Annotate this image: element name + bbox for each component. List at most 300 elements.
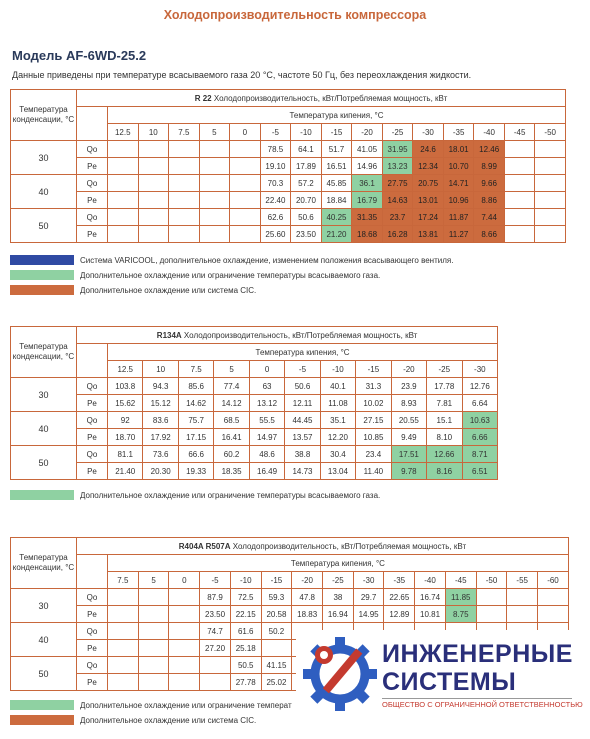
value-cell: 9.66 [474,175,505,192]
value-cell: 11.85 [445,589,476,606]
value-cell: 68.5 [214,412,249,429]
value-cell [169,589,200,606]
row-label: Pe [77,192,108,209]
row-label: Pe [77,674,108,691]
value-cell: 77.4 [214,378,249,395]
row-label: Qo [77,175,108,192]
condensing-temp: 40 [11,412,77,446]
value-cell [504,192,535,209]
value-cell: 25.02 [261,674,292,691]
value-cell [108,606,139,623]
table-row [11,141,566,158]
value-cell: 6.51 [462,463,498,480]
table-row [11,429,498,446]
legend-item [10,699,292,711]
refrigerant-name: R 22 [194,93,212,103]
boiling-temp: -15 [356,361,391,378]
logo-divider [382,698,572,699]
value-cell: 18.83 [292,606,323,623]
value-cell: 23.7 [382,209,413,226]
value-cell [535,226,566,243]
value-cell: 8.75 [445,606,476,623]
boiling-temp: -60 [538,572,569,589]
value-cell: 72.5 [230,589,261,606]
boiling-temp: -15 [261,572,292,589]
value-cell: 18.70 [108,429,143,446]
value-cell [138,175,169,192]
value-cell: 64.1 [291,141,322,158]
value-cell: 13.23 [382,158,413,175]
boiling-temp: 5 [214,361,249,378]
boiling-temp: 12.5 [108,124,139,141]
value-cell: 25.60 [260,226,291,243]
r22-table [10,89,566,243]
table-title [77,90,566,107]
boiling-temp: -30 [413,124,444,141]
value-cell [138,158,169,175]
value-cell: 59.3 [261,589,292,606]
value-cell: 16.79 [352,192,383,209]
logo-line-2: СИСТЕМЫ [382,668,517,696]
value-cell [476,589,507,606]
value-cell [199,192,230,209]
value-cell: 35.1 [320,412,355,429]
value-cell: 36.1 [352,175,383,192]
value-cell: 17.89 [291,158,322,175]
condensing-temp-header: Температура конденсации, °С [11,90,77,141]
value-cell: 17.15 [178,429,213,446]
value-cell [169,158,200,175]
row-label: Pe [77,463,108,480]
value-cell [108,175,139,192]
boiling-temp: -15 [321,124,352,141]
row-label: Qo [77,657,108,674]
value-cell: 10.96 [443,192,474,209]
value-cell [504,175,535,192]
boiling-temp: 10 [138,124,169,141]
row-label: Qo [77,141,108,158]
value-cell: 12.11 [285,395,320,412]
refrigerant-name: R404A R507A [178,541,231,551]
legend-item [10,714,292,726]
boiling-temp: 7.5 [178,361,213,378]
boiling-temp: 12.5 [108,361,143,378]
table-row [11,226,566,243]
value-cell [504,209,535,226]
table-row [11,192,566,209]
value-cell [230,209,261,226]
value-cell: 6.64 [462,395,498,412]
value-cell: 12.46 [474,141,505,158]
legend-item [10,489,380,501]
value-cell [200,674,231,691]
value-cell: 51.7 [321,141,352,158]
value-cell: 23.9 [391,378,426,395]
value-cell: 41.05 [352,141,383,158]
value-cell: 11.08 [320,395,355,412]
value-cell: 48.6 [249,446,284,463]
value-cell: 8.66 [474,226,505,243]
row-label: Qo [77,589,108,606]
value-cell: 22.15 [230,606,261,623]
value-cell [138,192,169,209]
value-cell: 22.40 [260,192,291,209]
value-cell: 92 [108,412,143,429]
value-cell: 50.2 [261,623,292,640]
value-cell: 30.4 [320,446,355,463]
legend-swatch [10,700,74,710]
boiling-temp: -20 [391,361,426,378]
value-cell: 13.01 [413,192,444,209]
value-cell [199,175,230,192]
boiling-temp: -40 [415,572,446,589]
row-label: Qo [77,378,108,395]
table-row [11,589,569,606]
row-label: Qo [77,209,108,226]
value-cell: 103.8 [108,378,143,395]
table-row [11,209,566,226]
row-label: Pe [77,640,108,657]
value-cell: 10.85 [356,429,391,446]
condensing-temp: 50 [11,446,77,480]
value-cell: 23.50 [291,226,322,243]
value-cell: 15.12 [143,395,178,412]
value-cell: 25.18 [230,640,261,657]
legend-r134a [10,489,380,504]
value-cell [535,141,566,158]
value-cell: 14.62 [178,395,213,412]
condensing-temp-header: Температура конденсации, °С [11,327,77,378]
table-row [11,175,566,192]
value-cell: 8.71 [462,446,498,463]
boiling-temp: -55 [507,572,538,589]
value-cell: 11.87 [443,209,474,226]
value-cell: 10.02 [356,395,391,412]
boiling-temp: -50 [476,572,507,589]
logo-line-1: ИНЖЕНЕРНЫЕ [382,640,573,668]
boiling-temp: -20 [292,572,323,589]
value-cell: 73.6 [143,446,178,463]
value-cell: 7.81 [427,395,462,412]
value-cell [230,141,261,158]
legend-text: Дополнительное охлаждение или ограничение температ [80,700,292,710]
value-cell [261,640,292,657]
value-cell [230,158,261,175]
value-cell: 14.71 [443,175,474,192]
value-cell [476,606,507,623]
value-cell [138,640,169,657]
value-cell: 12.20 [320,429,355,446]
boiling-temp: 0 [230,124,261,141]
value-cell: 13.12 [249,395,284,412]
legend-item [10,284,453,296]
value-cell: 12.34 [413,158,444,175]
value-cell: 23.50 [200,606,231,623]
condensing-temp: 40 [11,623,77,657]
value-cell: 66.6 [178,446,213,463]
table-row [11,463,498,480]
blank-cell [77,107,108,141]
value-cell: 45.85 [321,175,352,192]
legend-item [10,269,453,281]
legend-swatch [10,270,74,280]
value-cell [169,192,200,209]
value-cell: 10.70 [443,158,474,175]
blank-cell [77,555,108,589]
value-cell: 27.15 [356,412,391,429]
legend-swatch [10,285,74,295]
value-cell: 18.01 [443,141,474,158]
value-cell: 40.1 [320,378,355,395]
value-cell: 13.81 [413,226,444,243]
value-cell: 13.04 [320,463,355,480]
value-cell [108,589,139,606]
legend-swatch [10,490,74,500]
value-cell: 14.95 [353,606,384,623]
boiling-temp: -30 [462,361,498,378]
value-cell [538,606,569,623]
value-cell: 50.6 [291,209,322,226]
value-cell: 70.3 [260,175,291,192]
value-cell [535,209,566,226]
value-cell: 8.16 [427,463,462,480]
condensing-temp: 30 [11,589,77,623]
value-cell: 78.5 [260,141,291,158]
value-cell [138,674,169,691]
boiling-temp: -5 [200,572,231,589]
boiling-temp: -20 [352,124,383,141]
boiling-temp: 10 [143,361,178,378]
company-logo [296,630,590,736]
value-cell [138,226,169,243]
boiling-temp: -5 [260,124,291,141]
value-cell: 38.8 [285,446,320,463]
table-title [77,538,569,555]
value-cell: 14.73 [285,463,320,480]
value-cell: 23.4 [356,446,391,463]
boiling-temp: -25 [427,361,462,378]
value-cell [535,175,566,192]
value-cell [108,209,139,226]
row-label: Pe [77,158,108,175]
value-cell: 21.40 [108,463,143,480]
boiling-temp: -10 [291,124,322,141]
page-title: Холодопроизводительность компрессора [163,8,427,22]
condensing-temp: 50 [11,209,77,243]
value-cell: 10.81 [415,606,446,623]
legend-text: Дополнительное охлаждение или система CIC. [80,285,257,295]
value-cell: 24.6 [413,141,444,158]
value-cell: 9.78 [391,463,426,480]
value-cell: 6.66 [462,429,498,446]
value-cell: 14.96 [352,158,383,175]
value-cell: 29.7 [353,589,384,606]
value-cell [199,141,230,158]
boiling-temp-header: Температура кипения, °С [108,107,566,124]
value-cell: 17.24 [413,209,444,226]
value-cell: 11.27 [443,226,474,243]
legend-text: Дополнительное охлаждение или система CIC. [80,715,257,725]
value-cell [108,640,139,657]
legend-swatch [10,255,74,265]
value-cell: 27.75 [382,175,413,192]
row-label: Pe [77,226,108,243]
boiling-temp: -25 [382,124,413,141]
boiling-temp: 7.5 [108,572,139,589]
value-cell: 7.44 [474,209,505,226]
condensing-temp: 30 [11,141,77,175]
value-cell [230,192,261,209]
legend-r404a [10,699,292,729]
row-label: Pe [77,429,108,446]
boiling-temp: -50 [535,124,566,141]
gear-wrench-icon [302,636,378,712]
value-cell: 81.1 [108,446,143,463]
value-cell: 8.93 [391,395,426,412]
value-cell [108,623,139,640]
boiling-temp: 0 [169,572,200,589]
value-cell: 31.95 [382,141,413,158]
value-cell [169,209,200,226]
value-cell [507,606,538,623]
table-row [11,158,566,175]
boiling-temp: -45 [445,572,476,589]
value-cell [538,589,569,606]
boiling-temp: -35 [384,572,415,589]
boiling-temp: -45 [504,124,535,141]
value-cell [108,192,139,209]
value-cell: 27.78 [230,674,261,691]
boiling-temp: -30 [353,572,384,589]
value-cell: 50.6 [285,378,320,395]
value-cell [138,141,169,158]
legend-item [10,254,453,266]
value-cell [504,226,535,243]
value-cell [199,209,230,226]
model-title: Модель AF-6WD-25.2 [12,48,147,63]
value-cell: 60.2 [214,446,249,463]
value-cell [108,674,139,691]
table-title [77,327,498,344]
value-cell: 27.20 [200,640,231,657]
value-cell: 22.65 [384,589,415,606]
row-label: Qo [77,412,108,429]
value-cell [169,640,200,657]
value-cell: 75.7 [178,412,213,429]
value-cell [169,175,200,192]
table-row [11,395,498,412]
boiling-temp: 5 [199,124,230,141]
table-title-text: Холодопроизводительность, кВт/Потребляемая мощность, кВт [211,93,448,103]
value-cell [108,141,139,158]
value-cell: 18.68 [352,226,383,243]
value-cell: 20.55 [391,412,426,429]
value-cell: 16.28 [382,226,413,243]
value-cell: 20.58 [261,606,292,623]
boiling-temp: -10 [230,572,261,589]
value-cell [138,209,169,226]
value-cell: 14.97 [249,429,284,446]
conditions-note: Данные приведены при температуре всасываемого газа 20 °С, частоте 50 Гц, без переохлаждения жидкости. [12,70,472,80]
boiling-temp-header: Температура кипения, °С [108,555,569,572]
value-cell [138,589,169,606]
value-cell [169,226,200,243]
table-row [11,606,569,623]
value-cell: 9.49 [391,429,426,446]
value-cell: 83.6 [143,412,178,429]
value-cell [230,226,261,243]
table-title-text: Холодопроизводительность, кВт/Потребляемая мощность, кВт [181,330,418,340]
value-cell: 16.74 [415,589,446,606]
value-cell: 17.92 [143,429,178,446]
value-cell: 21.20 [321,226,352,243]
value-cell: 20.75 [413,175,444,192]
value-cell: 31.3 [356,378,391,395]
value-cell: 16.94 [323,606,354,623]
table-row [11,412,498,429]
blank-cell [77,344,108,378]
value-cell: 85.6 [178,378,213,395]
value-cell [504,141,535,158]
value-cell: 41.15 [261,657,292,674]
value-cell [535,192,566,209]
value-cell: 16.51 [321,158,352,175]
value-cell: 19.33 [178,463,213,480]
value-cell: 74.7 [200,623,231,640]
value-cell [169,141,200,158]
value-cell: 18.84 [321,192,352,209]
value-cell: 19.10 [260,158,291,175]
value-cell: 87.9 [200,589,231,606]
value-cell: 17.78 [427,378,462,395]
value-cell: 40.25 [321,209,352,226]
value-cell: 12.66 [427,446,462,463]
value-cell: 55.5 [249,412,284,429]
condensing-temp-header: Температура конденсации, °С [11,538,77,589]
boiling-temp: -25 [323,572,354,589]
value-cell: 63 [249,378,284,395]
value-cell [108,226,139,243]
value-cell: 94.3 [143,378,178,395]
value-cell: 12.76 [462,378,498,395]
value-cell: 31.35 [352,209,383,226]
value-cell [169,674,200,691]
value-cell: 20.30 [143,463,178,480]
value-cell: 13.57 [285,429,320,446]
legend-text: Система VARICOOL, дополнительное охлаждение, изменением положения всасывающего вентиля. [80,255,454,265]
value-cell: 62.6 [260,209,291,226]
value-cell [169,623,200,640]
value-cell [230,175,261,192]
value-cell [199,158,230,175]
value-cell [169,606,200,623]
boiling-temp: -40 [474,124,505,141]
value-cell: 47.8 [292,589,323,606]
legend-text: Дополнительное охлаждение или ограничение температуры всасываемого газа. [80,490,381,500]
value-cell: 18.35 [214,463,249,480]
condensing-temp: 40 [11,175,77,209]
value-cell [535,158,566,175]
row-label: Qo [77,623,108,640]
legend-text: Дополнительное охлаждение или ограничение температуры всасываемого газа. [80,270,381,280]
value-cell: 8.99 [474,158,505,175]
boiling-temp: 5 [138,572,169,589]
condensing-temp: 50 [11,657,77,691]
logo-line-3: ОБЩЕСТВО С ОГРАНИЧЕННОЙ ОТВЕТСТВЕННОСТЬЮ [382,700,583,709]
value-cell: 14.12 [214,395,249,412]
refrigerant-name: R134A [156,330,182,340]
value-cell: 15.1 [427,412,462,429]
